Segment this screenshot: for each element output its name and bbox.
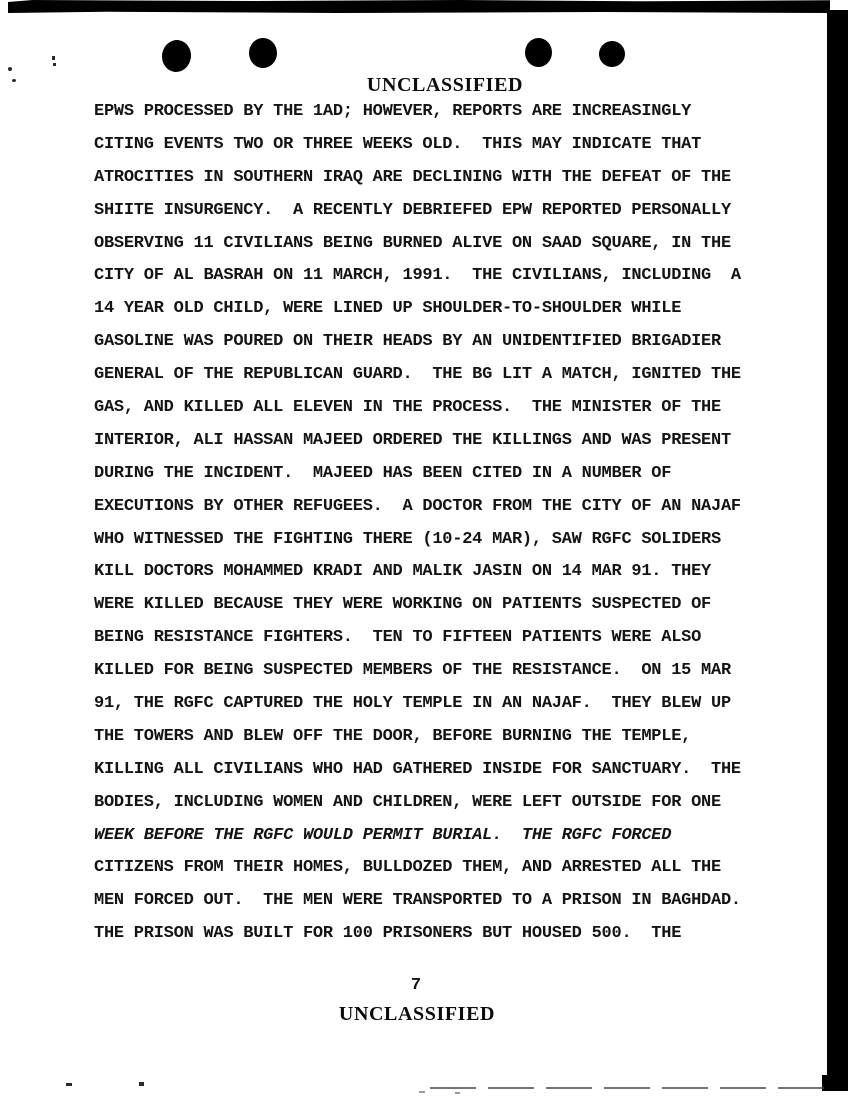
- scan-bottom-line: [430, 1087, 830, 1089]
- text-line: THE TOWERS AND BLEW OFF THE DOOR, BEFORE BURNING THE TEMPLE,: [94, 726, 692, 746]
- text-line: OBSERVING 11 CIVILIANS BEING BURNED ALIVE ON SAAD SQUARE, IN THE: [94, 233, 731, 253]
- text-line: MEN FORCED OUT. THE MEN WERE TRANSPORTED TO A PRISON IN BAGHDAD.: [94, 891, 741, 911]
- text-line: BEING RESISTANCE FIGHTERS. TEN TO FIFTEEN PATIENTS WERE ALSO: [94, 628, 702, 648]
- scan-speck: [52, 56, 55, 60]
- text-line: ATROCITIES IN SOUTHERN IRAQ ARE DECLINING WITH THE DEFEAT OF THE: [94, 167, 731, 187]
- text-line: GAS, AND KILLED ALL ELEVEN IN THE PROCESS. THE MINISTER OF THE: [94, 398, 721, 418]
- scan-edge-right-bar: [827, 10, 848, 1091]
- body-text: [94, 96, 774, 951]
- text-line: KILL DOCTORS MOHAMMED KRADI AND MALIK JASIN ON 14 MAR 91. THEY: [94, 562, 712, 582]
- scan-speck: [139, 1082, 144, 1086]
- classification-header: UNCLASSIFIED: [366, 74, 524, 96]
- text-line: GENERAL OF THE REPUBLICAN GUARD. THE BG LIT A MATCH, IGNITED THE: [94, 365, 741, 385]
- text-line: 91, THE RGFC CAPTURED THE HOLY TEMPLE IN AN NAJAF. THEY BLEW UP: [94, 694, 731, 714]
- text-line: CITY OF AL BASRAH ON 11 MARCH, 1991. THE CIVILIANS, INCLUDING A: [94, 266, 741, 286]
- text-line: KILLING ALL CIVILIANS WHO HAD GATHERED INSIDE FOR SANCTUARY. THE: [94, 759, 741, 779]
- text-line: 14 YEAR OLD CHILD, WERE LINED UP SHOULDER-TO-SHOULDER WHILE: [94, 299, 682, 319]
- page-number: 7: [410, 976, 422, 995]
- text-line: WERE KILLED BECAUSE THEY WERE WORKING ON PATIENTS SUSPECTED OF: [94, 595, 712, 615]
- text-line: DURING THE INCIDENT. MAJEED HAS BEEN CITED IN A NUMBER OF: [94, 463, 672, 483]
- classification-footer: UNCLASSIFIED: [338, 1003, 496, 1025]
- text-line: INTERIOR, ALI HASSAN MAJEED ORDERED THE KILLINGS AND WAS PRESENT: [94, 430, 731, 450]
- scan-speck: [455, 1092, 460, 1094]
- text-line: GASOLINE WAS POURED ON THEIR HEADS BY AN UNIDENTIFIED BRIGADIER: [94, 332, 721, 352]
- text-line: KILLED FOR BEING SUSPECTED MEMBERS OF THE RESISTANCE. ON 15 MAR: [94, 661, 731, 681]
- text-line: CITIZENS FROM THEIR HOMES, BULLDOZED THEM, AND ARRESTED ALL THE: [94, 858, 721, 878]
- text-line: BODIES, INCLUDING WOMEN AND CHILDREN, WERE LEFT OUTSIDE FOR ONE: [94, 792, 721, 812]
- hole-punch-mark: [525, 38, 552, 67]
- text-line: CITING EVENTS TWO OR THREE WEEKS OLD. THIS MAY INDICATE THAT: [94, 134, 702, 154]
- hole-punch-mark: [598, 40, 627, 69]
- text-line: EPWS PROCESSED BY THE 1AD; HOWEVER, REPORTS ARE INCREASINGLY: [94, 102, 692, 121]
- text-line: WHO WITNESSED THE FIGHTING THERE (10-24 MAR), SAW RGFC SOLIDERS: [94, 529, 721, 549]
- hole-punch-mark: [249, 38, 277, 68]
- scan-speck: [8, 67, 12, 71]
- text-line: SHIITE INSURGENCY. A RECENTLY DEBRIEFED EPW REPORTED PERSONALLY: [94, 200, 731, 220]
- scan-speck: [66, 1083, 72, 1086]
- scan-speck: [53, 63, 56, 66]
- text-line: EXECUTIONS BY OTHER REFUGEES. A DOCTOR FROM THE CITY OF AN NAJAF: [94, 496, 741, 516]
- hole-punch-mark: [160, 38, 193, 74]
- scan-edge-top-bar: [8, 0, 830, 13]
- scan-speck: [12, 79, 16, 82]
- text-line: WEEK BEFORE THE RGFC WOULD PERMIT BURIAL. THE RGFC FORCED: [94, 825, 672, 845]
- scan-speck: [419, 1091, 425, 1093]
- text-line: THE PRISON WAS BUILT FOR 100 PRISONERS BUT HOUSED 500. THE: [94, 924, 682, 944]
